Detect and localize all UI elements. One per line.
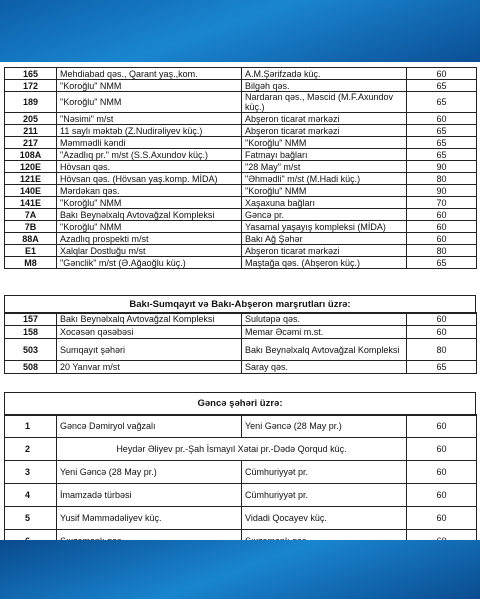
route-end: Cümhuriyyət pr. bbox=[242, 461, 407, 484]
route-end: "28 May" m/st bbox=[242, 161, 407, 173]
route-number: M8 bbox=[5, 257, 57, 269]
table-row bbox=[5, 507, 477, 530]
route-path: Heydər Əliyev pr.-Şah İsmayıl Xətai pr.-Dədə Qorqud küç. bbox=[57, 438, 407, 461]
route-number: 217 bbox=[5, 137, 57, 149]
route-value: 65 bbox=[407, 149, 477, 161]
route-end: Saray qəs. bbox=[242, 361, 407, 374]
route-end: "Əhmədli" m/st (M.Hadi küç.) bbox=[242, 173, 407, 185]
route-start: "Azadlıq pr." m/st (S.S.Axundov küç.) bbox=[57, 149, 242, 161]
route-number: 3 bbox=[5, 461, 57, 484]
route-start: İmamzadə türbəsi bbox=[57, 484, 242, 507]
route-value: 60 bbox=[407, 438, 477, 461]
route-value: 90 bbox=[407, 185, 477, 197]
route-value: 80 bbox=[407, 339, 477, 361]
route-number: 120E bbox=[5, 161, 57, 173]
table-row bbox=[5, 438, 477, 461]
route-start: Hövsan qəs. (Hövsan yaş.komp. MİDA) bbox=[57, 173, 242, 185]
table-row bbox=[5, 92, 477, 113]
route-start: Yeni Gəncə (28 May pr.) bbox=[57, 461, 242, 484]
route-value: 80 bbox=[407, 173, 477, 185]
route-start: "Koroğlu" NMM bbox=[57, 221, 242, 233]
route-value: 60 bbox=[407, 113, 477, 125]
section-title-baku-sumqayit: Bakı-Sumqayıt və Bakı-Abşeron marşrutları üzrə: bbox=[129, 299, 351, 310]
table-row bbox=[5, 137, 477, 149]
route-start: Bakı Beynəlxalq Avtovağzal Kompleksi bbox=[57, 209, 242, 221]
table-row bbox=[5, 233, 477, 245]
route-start: "Koroğlu" NMM bbox=[57, 80, 242, 92]
table-row bbox=[5, 326, 477, 339]
route-value: 65 bbox=[407, 125, 477, 137]
route-start: Xocəsən qəsəbəsi bbox=[57, 326, 242, 339]
route-number: 4 bbox=[5, 484, 57, 507]
route-start: Məmmədli kəndi bbox=[57, 137, 242, 149]
route-number: 172 bbox=[5, 80, 57, 92]
route-value: 65 bbox=[407, 137, 477, 149]
route-number: 121E bbox=[5, 173, 57, 185]
route-start: "Koroğlu" NMM bbox=[57, 92, 242, 113]
route-end: "Koroğlu" NMM bbox=[242, 137, 407, 149]
section-title-gence: Gəncə şəhəri üzrə: bbox=[197, 398, 283, 409]
route-start: Yusif Məmmədəliyev küç. bbox=[57, 507, 242, 530]
route-number: 165 bbox=[5, 68, 57, 80]
route-value: 65 bbox=[407, 80, 477, 92]
route-end: Maştağa qəs. (Abşeron küç.) bbox=[242, 257, 407, 269]
route-end: Bakı Beynəlxalq Avtovağzal Kompleksi bbox=[242, 339, 407, 361]
route-number: 503 bbox=[5, 339, 57, 361]
route-number: 211 bbox=[5, 125, 57, 137]
route-end: Vidadi Qocayev küç. bbox=[242, 507, 407, 530]
route-end: Nardaran qəs., Məscid (M.F.Axundov küç.) bbox=[242, 92, 407, 113]
document-page bbox=[0, 62, 480, 540]
route-number: 1 bbox=[5, 415, 57, 438]
table-row bbox=[5, 80, 477, 92]
table-row bbox=[5, 257, 477, 269]
route-start: "Gənclik" m/st (Ə.Ağaoğlu küç.) bbox=[57, 257, 242, 269]
route-number: 88A bbox=[5, 233, 57, 245]
route-start: "Nəsimi" m/st bbox=[57, 113, 242, 125]
route-end: Memar Əcəmi m.st. bbox=[242, 326, 407, 339]
table-row bbox=[5, 125, 477, 137]
route-value: 60 bbox=[407, 313, 477, 326]
table-row bbox=[5, 484, 477, 507]
route-number: 141E bbox=[5, 197, 57, 209]
route-number: 108A bbox=[5, 149, 57, 161]
route-value: 60 bbox=[407, 507, 477, 530]
route-end: Sulutəpə qəs. bbox=[242, 313, 407, 326]
routes-table-main bbox=[4, 67, 477, 269]
route-value: 80 bbox=[407, 245, 477, 257]
route-start: Azadlıq prospekti m/st bbox=[57, 233, 242, 245]
route-end: A.M.Şərifzadə küç. bbox=[242, 68, 407, 80]
route-start: Hövsan qəs. bbox=[57, 161, 242, 173]
table-row bbox=[5, 209, 477, 221]
table-row bbox=[5, 161, 477, 173]
table-row bbox=[5, 415, 477, 438]
table-row bbox=[5, 461, 477, 484]
table-row bbox=[5, 339, 477, 361]
bottom-background bbox=[0, 540, 480, 599]
route-number: 157 bbox=[5, 313, 57, 326]
route-value: 65 bbox=[407, 92, 477, 113]
route-value: 90 bbox=[407, 161, 477, 173]
route-value: 60 bbox=[407, 209, 477, 221]
route-value: 60 bbox=[407, 221, 477, 233]
route-number: 205 bbox=[5, 113, 57, 125]
route-value: 60 bbox=[407, 233, 477, 245]
route-number: 189 bbox=[5, 92, 57, 113]
route-value: 60 bbox=[407, 415, 477, 438]
route-number: 2 bbox=[5, 438, 57, 461]
route-end: Abşeron ticarət mərkəzi bbox=[242, 113, 407, 125]
route-number: 5 bbox=[5, 507, 57, 530]
route-number: 7B bbox=[5, 221, 57, 233]
route-end: "Koroğlu" NMM bbox=[242, 185, 407, 197]
table-row bbox=[5, 173, 477, 185]
route-start: 20 Yanvar m/st bbox=[57, 361, 242, 374]
route-number: 158 bbox=[5, 326, 57, 339]
route-value: 60 bbox=[407, 68, 477, 80]
table-row bbox=[5, 113, 477, 125]
route-end: Bakı Ağ Şəhər bbox=[242, 233, 407, 245]
route-number: E1 bbox=[5, 245, 57, 257]
route-value: 60 bbox=[407, 326, 477, 339]
route-start: 11 saylı məktəb (Z.Nudirəliyev küç.) bbox=[57, 125, 242, 137]
route-value: 60 bbox=[407, 484, 477, 507]
route-start: Xalqlar Dostluğu m/st bbox=[57, 245, 242, 257]
routes-table-gence bbox=[4, 414, 477, 553]
table-row bbox=[5, 68, 477, 80]
route-end: Yeni Gəncə (28 May pr.) bbox=[242, 415, 407, 438]
route-end: Abşeron ticarət mərkəzi bbox=[242, 245, 407, 257]
route-end: Gəncə pr. bbox=[242, 209, 407, 221]
route-start: Sumqayıt şəhəri bbox=[57, 339, 242, 361]
routes-table-baku-sumqayit bbox=[4, 312, 477, 374]
route-value: 65 bbox=[407, 257, 477, 269]
table-row bbox=[5, 361, 477, 374]
route-number: 508 bbox=[5, 361, 57, 374]
route-end: Bilgəh qəs. bbox=[242, 80, 407, 92]
route-number: 140E bbox=[5, 185, 57, 197]
route-value: 60 bbox=[407, 461, 477, 484]
table-row bbox=[5, 313, 477, 326]
route-end: Xaşaxuna bağları bbox=[242, 197, 407, 209]
top-background bbox=[0, 0, 480, 62]
route-end: Abşeron ticarət mərkəzi bbox=[242, 125, 407, 137]
table-row bbox=[5, 197, 477, 209]
route-start: Mehdiabad qəs., Qarant yaş.,kom. bbox=[57, 68, 242, 80]
table-row bbox=[5, 245, 477, 257]
route-start: Gəncə Dəmiryol vağzalı bbox=[57, 415, 242, 438]
table-row bbox=[5, 185, 477, 197]
route-number: 7A bbox=[5, 209, 57, 221]
route-value: 65 bbox=[407, 361, 477, 374]
route-end: Yasamal yaşayış kompleksi (MİDA) bbox=[242, 221, 407, 233]
route-value: 70 bbox=[407, 197, 477, 209]
table-row bbox=[5, 149, 477, 161]
route-start: "Koroğlu" NMM bbox=[57, 197, 242, 209]
route-end: Fatmayı bağları bbox=[242, 149, 407, 161]
route-end: Cümhuriyyət pr. bbox=[242, 484, 407, 507]
route-start: Bakı Beynəlxalq Avtovağzal Kompleksi bbox=[57, 313, 242, 326]
table-row bbox=[5, 221, 477, 233]
route-start: Mərdəkan qəs. bbox=[57, 185, 242, 197]
